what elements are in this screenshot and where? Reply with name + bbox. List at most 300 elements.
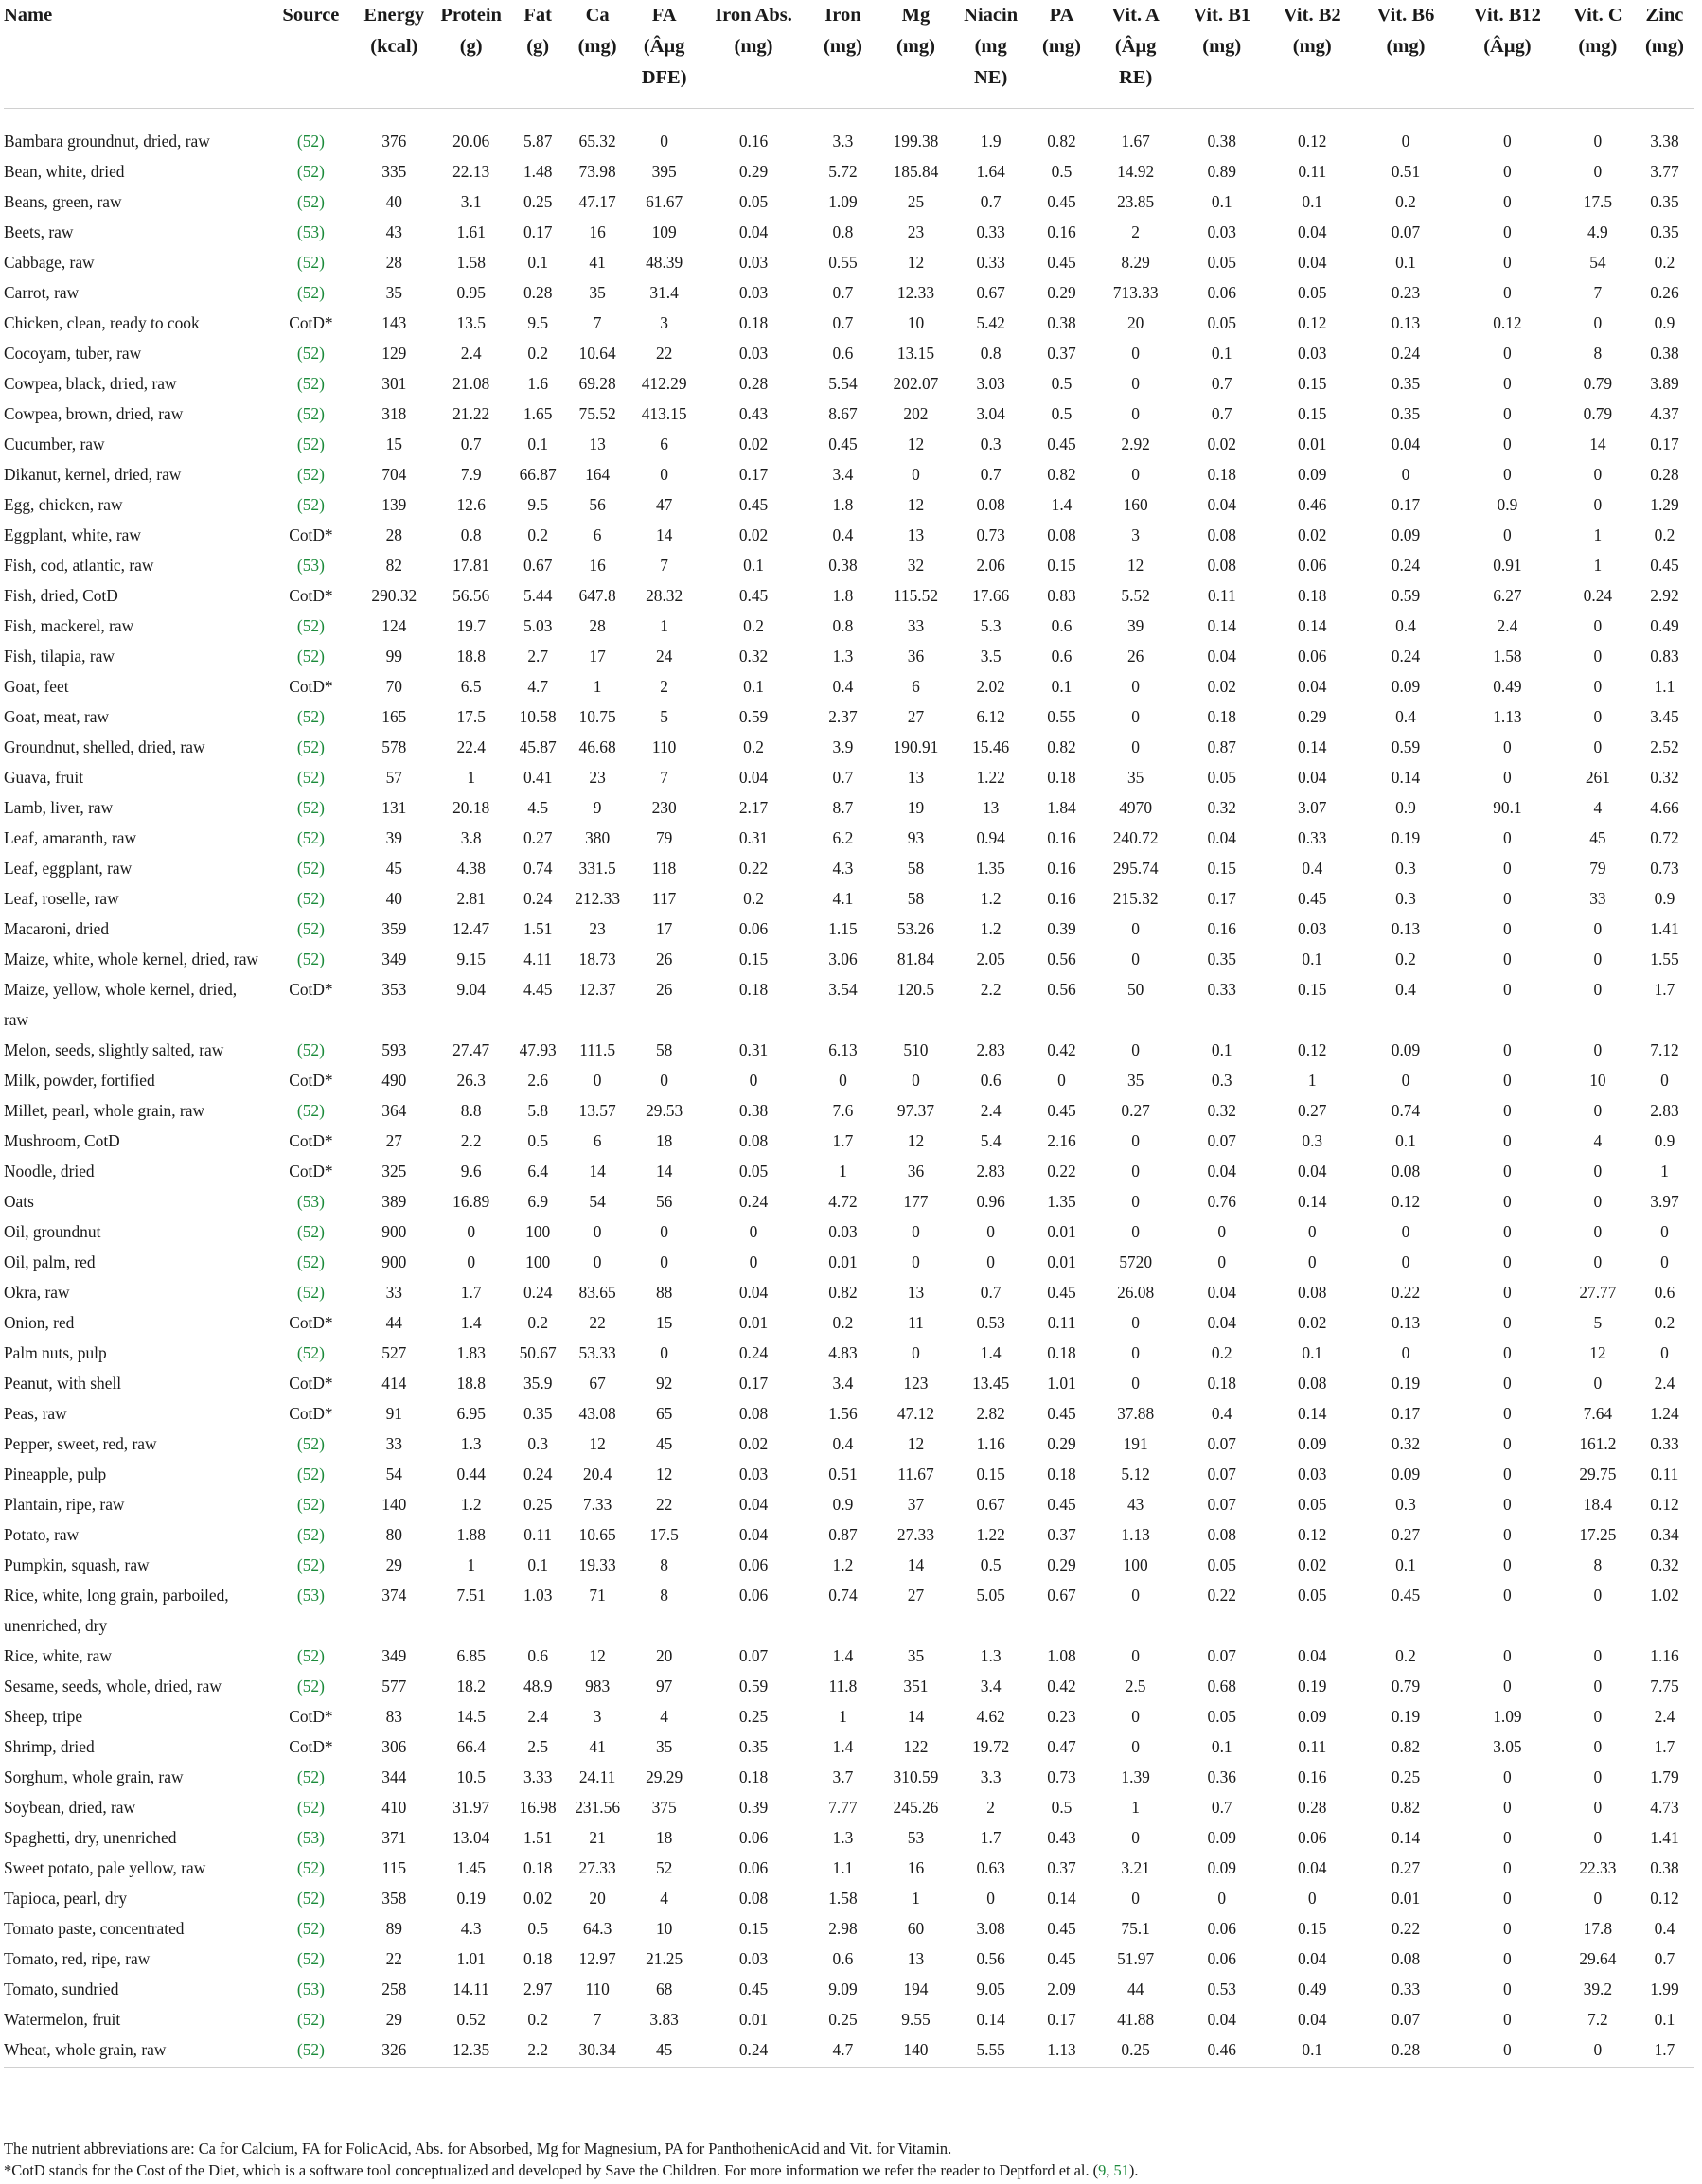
value-cell: 2.4 (460, 343, 482, 363)
value-cell: 0.18 (1298, 585, 1327, 605)
reference-link[interactable]: 51 (1113, 2161, 1129, 2179)
source-reference-link[interactable]: (53) (296, 222, 325, 241)
food-name-cell: Leaf, roselle, raw (4, 888, 119, 908)
food-name-cell: Millet, pearl, whole grain, raw (4, 1100, 204, 1120)
value-cell: 0.2 (832, 1312, 854, 1332)
value-cell: 3.38 (1650, 131, 1679, 151)
value-cell: 0 (1503, 403, 1512, 423)
value-cell: 0 (660, 464, 668, 484)
value-cell: 0.08 (738, 1403, 769, 1423)
column-header (434, 0, 509, 108)
value-cell: 1.51 (523, 918, 553, 938)
column-header (4, 0, 267, 108)
value-cell: 0.14 (1298, 1403, 1327, 1423)
value-cell: 0.52 (456, 2009, 486, 2029)
value-cell: 389 (381, 1191, 407, 1211)
table-row (4, 641, 1694, 671)
table-row (4, 217, 1694, 247)
value-cell: 1.29 (1650, 494, 1679, 514)
value-cell: 0.29 (1047, 282, 1076, 302)
source-reference-link[interactable]: (52) (296, 949, 325, 968)
value-cell: 0.82 (1391, 1736, 1421, 1756)
value-cell: 0.59 (1391, 585, 1421, 605)
value-cell: 93 (907, 827, 925, 847)
source-cell: CotD* (289, 585, 333, 605)
value-cell: 0.33 (976, 222, 1005, 241)
value-cell: 0.35 (1650, 191, 1679, 211)
value-cell: 0.14 (1298, 1191, 1327, 1211)
value-cell: 0 (1503, 1554, 1512, 1574)
value-cell: 18 (655, 1130, 673, 1150)
value-cell: 0.4 (832, 676, 854, 696)
value-cell: 3.4 (832, 464, 854, 484)
value-cell: 0.35 (1650, 222, 1679, 241)
source-reference-link[interactable]: (52) (296, 131, 325, 151)
value-cell: 0.45 (738, 585, 769, 605)
value-cell: 0 (1593, 1797, 1603, 1817)
source-reference-link[interactable]: (52) (296, 797, 325, 817)
table-row (4, 247, 1694, 277)
value-cell: 27.33 (578, 1857, 616, 1877)
value-cell: 9 (593, 797, 602, 817)
column-header-line: Vit. B6 (1376, 5, 1435, 26)
source-reference-link[interactable]: (52) (296, 191, 325, 211)
value-cell: 0 (1593, 1676, 1603, 1696)
table-row (4, 1853, 1694, 1883)
value-cell: 1 (660, 615, 668, 635)
food-name-cell: Dikanut, kernel, dried, raw (4, 464, 182, 484)
value-cell: 0.1 (1302, 191, 1323, 211)
source-reference-link[interactable]: (52) (296, 1797, 325, 1817)
value-cell: 0.1 (1268, 2034, 1357, 2068)
value-cell: 0 (1131, 1161, 1140, 1181)
value-cell: 0 (1660, 1342, 1669, 1362)
value-cell: 0 (1503, 767, 1512, 787)
value-cell: 43.08 (578, 1403, 616, 1423)
value-cell: 0.4 (1395, 706, 1416, 726)
column-header (1635, 0, 1694, 108)
value-cell: 1 (839, 1706, 847, 1726)
value-cell: 0.33 (1650, 1433, 1679, 1453)
value-cell: 0.83 (1650, 646, 1679, 666)
value-cell: 0.08 (1207, 555, 1236, 575)
value-cell: 100 (1123, 1554, 1148, 1574)
value-cell: 0 (1131, 1736, 1140, 1756)
source-reference-link[interactable]: (52) (296, 1948, 325, 1968)
value-cell: 240.72 (1112, 827, 1159, 847)
value-cell: 0.33 (976, 252, 1005, 272)
value-cell: 0 (1503, 918, 1512, 938)
value-cell: 1.67 (1121, 131, 1150, 151)
value-cell: 0.03 (1298, 1464, 1327, 1483)
source-reference-link[interactable]: (52) (296, 1342, 325, 1362)
source-reference-link[interactable]: (53) (296, 1585, 325, 1605)
value-cell: 2.05 (976, 949, 1005, 968)
value-cell: 0 (1593, 615, 1603, 635)
value-cell: 131 (381, 797, 407, 817)
value-cell: 13 (907, 767, 925, 787)
value-cell: 0.6 (1654, 1282, 1675, 1302)
value-cell: 0 (467, 1221, 476, 1241)
value-cell: 33 (385, 1282, 402, 1302)
value-cell: 0.19 (1298, 1676, 1327, 1696)
value-cell: 1 (1131, 1797, 1140, 1817)
value-cell: 983 (585, 1676, 611, 1696)
value-cell: 578 (381, 737, 407, 756)
source-reference-link[interactable]: (52) (296, 2009, 325, 2029)
value-cell: 0.08 (1391, 1948, 1421, 1968)
source-reference-link[interactable]: (52) (296, 706, 325, 726)
value-cell: 8.67 (828, 403, 858, 423)
value-cell: 28 (385, 252, 402, 272)
value-cell: 0.32 (1207, 1100, 1236, 1120)
source-reference-link[interactable]: (52) (296, 1918, 325, 1938)
food-name-cell: Groundnut, shelled, dried, raw (4, 737, 205, 756)
value-cell: 117 (651, 888, 677, 908)
value-cell: 0 (839, 1070, 847, 1090)
value-cell: 44 (1126, 1979, 1144, 1998)
value-cell: 6 (660, 434, 668, 453)
value-cell: 0.18 (1047, 1464, 1076, 1483)
value-cell: 0.82 (828, 1282, 858, 1302)
value-cell: 0 (1131, 1130, 1140, 1150)
source-reference-link[interactable]: (52) (296, 373, 325, 393)
value-cell: 16 (589, 222, 606, 241)
source-reference-link[interactable]: (52) (267, 2034, 355, 2068)
value-cell: 58 (907, 858, 925, 878)
value-cell: 0 (1131, 918, 1140, 938)
value-cell: 2.16 (1047, 1130, 1076, 1150)
value-cell: 7.77 (828, 1797, 858, 1817)
value-cell: 0 (660, 1070, 668, 1090)
value-cell: 0.4 (1654, 1918, 1675, 1938)
source-reference-link[interactable]: (52) (296, 827, 325, 847)
source-cell: CotD* (289, 1706, 333, 1726)
value-cell: 0 (1593, 131, 1603, 151)
value-cell: 0.09 (1207, 1857, 1236, 1877)
source-reference-link[interactable]: (52) (296, 403, 325, 423)
source-reference-link[interactable]: (53) (296, 1979, 325, 1998)
value-cell: 0.4 (1395, 979, 1416, 999)
value-cell: 0.44 (456, 1464, 486, 1483)
table-row (4, 1671, 1694, 1701)
column-header-line: (g) (459, 36, 483, 57)
table-header (4, 0, 1694, 108)
value-cell: 13 (907, 1282, 925, 1302)
column-header (267, 0, 355, 108)
value-cell: 16.89 (452, 1191, 490, 1211)
value-cell: 0 (1593, 1767, 1603, 1786)
value-cell: 0.17 (738, 1373, 769, 1393)
column-header-line: (mg (974, 36, 1007, 57)
value-cell: 24 (655, 646, 673, 666)
value-cell: 7.64 (1583, 1403, 1613, 1423)
value-cell: 58 (655, 1039, 673, 1059)
table-row (4, 368, 1694, 399)
food-name-cell: Sorghum, whole grain, raw (4, 1767, 184, 1786)
value-cell: 0 (1131, 464, 1140, 484)
value-cell: 0.12 (1298, 1524, 1327, 1544)
value-cell: 1.2 (832, 1554, 854, 1574)
value-cell: 37.88 (1117, 1403, 1155, 1423)
value-cell: 4.3 (832, 858, 854, 878)
value-cell: 33 (1589, 888, 1606, 908)
source-reference-link[interactable]: (52) (296, 888, 325, 908)
value-cell: 50.67 (519, 1342, 557, 1362)
food-name-cell: Pepper, sweet, red, raw (4, 1433, 157, 1453)
source-reference-link[interactable]: (52) (296, 646, 325, 666)
value-cell: 258 (381, 1979, 407, 1998)
value-cell: 0.22 (1391, 1918, 1421, 1938)
value-cell: 4.7 (807, 2034, 878, 2068)
source-reference-link[interactable]: (52) (296, 1100, 325, 1120)
value-cell: 14 (907, 1706, 925, 1726)
source-reference-link[interactable]: (52) (296, 615, 325, 635)
value-cell: 100 (525, 1252, 551, 1271)
value-cell: 0 (749, 1221, 758, 1241)
value-cell: 0.83 (1047, 585, 1076, 605)
value-cell: 0.14 (1298, 615, 1327, 635)
source-reference-link[interactable]: (52) (296, 737, 325, 756)
source-reference-link[interactable]: (52) (296, 1767, 325, 1786)
value-cell: 0.82 (1047, 737, 1076, 756)
value-cell: 6.13 (828, 1039, 858, 1059)
value-cell: 0.04 (1298, 767, 1327, 787)
value-cell: 0.05 (1207, 767, 1236, 787)
value-cell: 28 (589, 615, 606, 635)
value-cell: 0.7 (832, 767, 854, 787)
value-cell: 26.3 (456, 1070, 486, 1090)
source-reference-link[interactable]: (53) (296, 1191, 325, 1211)
value-cell: 0.37 (1047, 343, 1076, 363)
value-cell: 0.06 (738, 1857, 769, 1877)
food-name-cell: Wheat, whole grain, raw (4, 2034, 267, 2068)
value-cell: 0.3 (527, 1433, 549, 1453)
value-cell: 593 (381, 1039, 407, 1059)
value-cell: 3.21 (1121, 1857, 1150, 1877)
table-row (4, 1701, 1694, 1731)
value-cell: 0 (1503, 1767, 1512, 1786)
value-cell: 0.15 (1047, 555, 1076, 575)
source-reference-link[interactable]: (52) (296, 918, 325, 938)
value-cell: 0.01 (1298, 434, 1327, 453)
source-reference-link[interactable]: (52) (296, 434, 325, 453)
value-cell: 0.2 (743, 615, 764, 635)
value-cell: 88 (655, 1282, 673, 1302)
value-cell: 0.2 (527, 343, 549, 363)
value-cell: 6 (593, 524, 602, 544)
source-reference-link[interactable]: (52) (296, 1039, 325, 1059)
value-cell: 0.74 (828, 1585, 858, 1605)
value-cell: 0.1 (1302, 949, 1323, 968)
value-cell: 0.24 (738, 1191, 769, 1211)
value-cell: 326 (355, 2034, 433, 2068)
source-reference-link[interactable]: (52) (296, 1888, 325, 1908)
value-cell: 29.29 (646, 1767, 683, 1786)
source-reference-link[interactable]: (52) (296, 1252, 325, 1271)
source-reference-link[interactable]: (52) (296, 1645, 325, 1665)
column-header-line: PA (1049, 5, 1074, 26)
source-reference-link[interactable]: (52) (296, 1494, 325, 1514)
value-cell: 0.04 (1298, 222, 1327, 241)
value-cell: 111.5 (579, 1039, 616, 1059)
value-cell: 66.87 (519, 464, 557, 484)
value-cell: 351 (903, 1676, 929, 1696)
food-name-cell: Pumpkin, squash, raw (4, 1554, 150, 1574)
value-cell: 0.26 (1650, 282, 1679, 302)
value-cell: 0.45 (1298, 888, 1327, 908)
source-reference-link[interactable]: (53) (296, 1827, 325, 1847)
value-cell: 0.51 (1391, 161, 1421, 181)
value-cell: 0 (1593, 1736, 1603, 1756)
value-cell: 45.87 (519, 737, 557, 756)
source-reference-link[interactable]: (52) (296, 282, 325, 302)
value-cell: 1.16 (976, 1433, 1005, 1453)
value-cell: 0.29 (1047, 1554, 1076, 1574)
value-cell: 0.6 (980, 1070, 1002, 1090)
source-reference-link[interactable]: (52) (296, 1433, 325, 1453)
value-cell: 0.9 (1497, 494, 1518, 514)
value-cell: 100 (525, 1221, 551, 1241)
source-reference-link[interactable]: (52) (296, 1464, 325, 1483)
value-cell: 17.81 (452, 555, 490, 575)
value-cell: 0 (986, 1888, 995, 1908)
source-reference-link[interactable]: (52) (296, 1282, 325, 1302)
food-name-cell: Eggplant, white, raw (4, 524, 141, 544)
value-cell: 0.1 (1395, 1554, 1416, 1574)
source-reference-link[interactable]: (52) (296, 858, 325, 878)
value-cell: 0.35 (738, 1736, 769, 1756)
table-row (4, 1641, 1694, 1671)
value-cell: 0 (912, 1252, 920, 1271)
value-cell: 3.45 (1650, 706, 1679, 726)
food-name-cell: Goat, feet (4, 676, 69, 696)
value-cell: 0.03 (738, 343, 769, 363)
value-cell: 1.58 (1493, 646, 1522, 666)
food-name-cell: Tomato, red, ripe, raw (4, 1948, 151, 1968)
value-cell: 527 (381, 1342, 407, 1362)
value-cell: 3.4 (832, 1373, 854, 1393)
value-cell: 0 (1593, 646, 1603, 666)
column-header (1268, 0, 1357, 108)
value-cell: 0.56 (1047, 949, 1076, 968)
value-cell: 1.35 (1047, 1191, 1076, 1211)
value-cell: 5.72 (828, 161, 858, 181)
value-cell: 0.06 (1207, 1948, 1236, 1968)
value-cell: 53.26 (896, 918, 935, 938)
value-cell: 0.43 (1047, 1827, 1076, 1847)
value-cell: 0.18 (1047, 1342, 1076, 1362)
value-cell: 0 (1503, 343, 1512, 363)
value-cell: 1.4 (832, 1736, 854, 1756)
source-reference-link[interactable]: (52) (296, 1857, 325, 1877)
value-cell: 0.45 (828, 434, 858, 453)
value-cell: 1.7 (1654, 979, 1675, 999)
value-cell: 1.7 (832, 1130, 854, 1150)
value-cell: 0.2 (1395, 1645, 1416, 1665)
value-cell: 0.3 (1395, 858, 1416, 878)
value-cell: 358 (381, 1888, 407, 1908)
source-reference-link[interactable]: (52) (296, 1221, 325, 1241)
source-reference-link[interactable]: (52) (296, 767, 325, 787)
value-cell: 0 (1503, 979, 1512, 999)
value-cell: 50 (1126, 979, 1144, 999)
source-reference-link[interactable]: (52) (296, 494, 325, 514)
reference-link[interactable]: 9 (1098, 2161, 1107, 2179)
value-cell: 15.46 (972, 737, 1010, 756)
food-name-cell: Tapioca, pearl, dry (4, 1888, 128, 1908)
value-cell: 1.03 (523, 1585, 553, 1605)
value-cell: 13.45 (972, 1373, 1010, 1393)
value-cell: 0.33 (1298, 827, 1327, 847)
table-row (4, 1944, 1694, 1974)
value-cell: 0.16 (1047, 222, 1076, 241)
value-cell: 0.18 (738, 1767, 769, 1786)
source-reference-link[interactable]: (52) (296, 1676, 325, 1696)
table-row (4, 1792, 1694, 1822)
value-cell: 0 (1217, 1221, 1227, 1241)
value-cell: 0.22 (1047, 1161, 1076, 1181)
source-reference-link[interactable]: (52) (296, 252, 325, 272)
source-reference-link[interactable]: (52) (296, 161, 325, 181)
value-cell: 35 (655, 1736, 673, 1756)
source-reference-link[interactable]: (52) (296, 343, 325, 363)
value-cell: 0 (1593, 1161, 1603, 1181)
table-row (4, 580, 1694, 611)
value-cell: 35 (907, 1645, 925, 1665)
value-cell: 3.54 (828, 979, 858, 999)
value-cell: 27.33 (896, 1524, 935, 1544)
source-reference-link[interactable]: (52) (296, 1554, 325, 1574)
value-cell: 0.01 (1047, 1221, 1076, 1241)
value-cell: 0 (1593, 161, 1603, 181)
value-cell: 0 (660, 1342, 668, 1362)
food-name-cell: Tomato, sundried (4, 1979, 119, 1998)
value-cell: 0.91 (1493, 555, 1522, 575)
source-reference-link[interactable]: (52) (296, 464, 325, 484)
value-cell: 0 (1503, 1070, 1512, 1090)
value-cell: 13 (907, 524, 925, 544)
column-header (700, 0, 807, 108)
value-cell: 23 (907, 222, 925, 241)
value-cell: 17.8 (1583, 1918, 1613, 1938)
value-cell: 0.45 (1391, 1585, 1421, 1605)
table-row (4, 186, 1694, 217)
value-cell: 19.72 (972, 1736, 1010, 1756)
value-cell: 1.08 (1047, 1645, 1076, 1665)
value-cell: 0.15 (1207, 858, 1236, 878)
value-cell: 0.04 (1207, 646, 1236, 666)
source-reference-link[interactable]: (53) (296, 555, 325, 575)
value-cell: 26.08 (1117, 1282, 1155, 1302)
value-cell: 0.49 (1493, 676, 1522, 696)
value-cell: 23 (589, 918, 606, 938)
value-cell: 0.28 (1298, 1797, 1327, 1817)
value-cell: 0.3 (980, 434, 1002, 453)
value-cell: 0.24 (523, 1464, 553, 1483)
value-cell: 14 (1589, 434, 1606, 453)
value-cell: 0 (1503, 191, 1512, 211)
source-reference-link[interactable]: (52) (296, 1524, 325, 1544)
value-cell: 0.2 (527, 524, 549, 544)
value-cell: 713.33 (1112, 282, 1159, 302)
value-cell: 371 (381, 1827, 407, 1847)
column-header-line: (mg) (1644, 36, 1684, 57)
value-cell: 0 (1131, 1645, 1140, 1665)
value-cell: 0 (1131, 676, 1140, 696)
table-row (4, 944, 1694, 974)
value-cell: 18.2 (456, 1676, 486, 1696)
